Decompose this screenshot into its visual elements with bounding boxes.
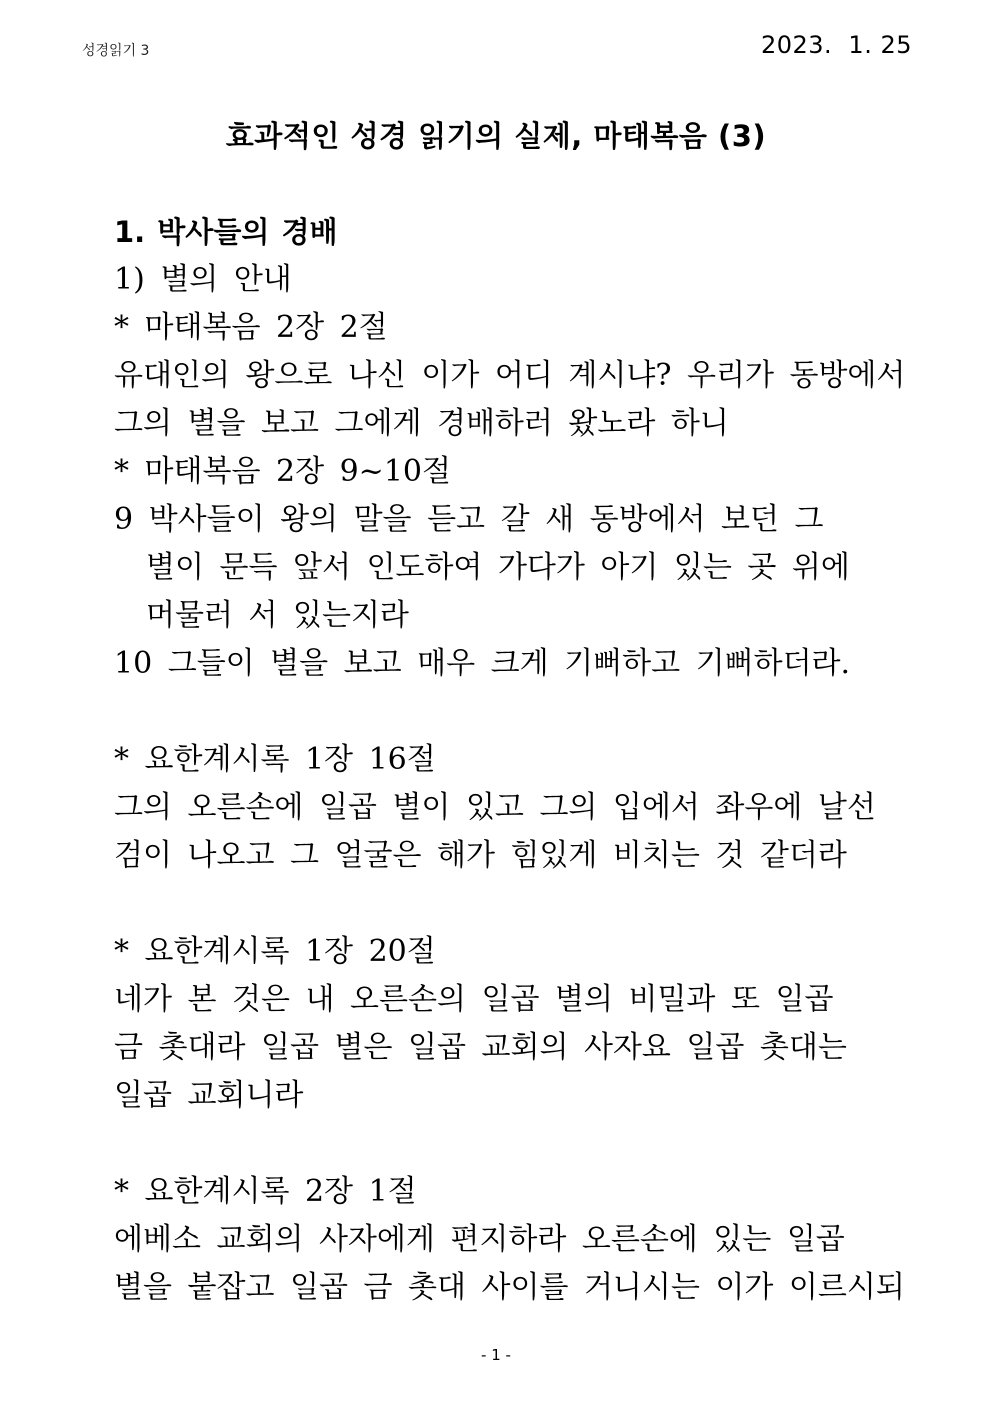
passage-reference: * 요한계시록 1장 20절 xyxy=(114,934,436,969)
section-heading: 1. 박사들의 경배 xyxy=(114,215,338,249)
verse-line: 그의 별을 보고 그에게 경배하러 왔노라 하니 xyxy=(114,406,729,441)
passage-reference: * 마태복음 2장 2절 xyxy=(114,310,388,345)
document-title: 효과적인 성경 읽기의 실제, 마태복음 (3) xyxy=(225,119,767,153)
verse-line: 일곱 교회니라 xyxy=(114,1078,304,1113)
page-number: - 1 - xyxy=(481,1346,511,1364)
verse-line: 유대인의 왕으로 나신 이가 어디 계시냐? 우리가 동방에서 xyxy=(114,358,906,393)
document-body xyxy=(114,208,914,1312)
verse-line: 10 그들이 별을 보고 매우 크게 기뻐하고 기뻐하더라. xyxy=(114,646,851,681)
verse-line: 9 박사들이 왕의 말을 듣고 갈 새 동방에서 보던 그 xyxy=(114,502,824,537)
section-subheading: 1) 별의 안내 xyxy=(114,262,292,297)
passage-reference: * 요한계시록 2장 1절 xyxy=(114,1174,417,1209)
verse-line: 네가 본 것은 내 오른손의 일곱 별의 비밀과 또 일곱 xyxy=(114,982,834,1017)
verse-line: 별이 문득 앞서 인도하여 가다가 아기 있는 곳 위에 xyxy=(146,550,850,585)
verse-line: 별을 붙잡고 일곱 금 촛대 사이를 거니시는 이가 이르시되 xyxy=(114,1270,905,1305)
verse-line: 그의 오른손에 일곱 별이 있고 그의 입에서 좌우에 날선 xyxy=(114,790,876,825)
verse-line: 금 촛대라 일곱 별은 일곱 교회의 사자요 일곱 촛대는 xyxy=(114,1030,847,1065)
header-date: 2023. 1. 25 xyxy=(760,31,912,59)
verse-line: 에베소 교회의 사자에게 편지하라 오른손에 있는 일곱 xyxy=(114,1222,845,1257)
passage-reference: * 요한계시록 1장 16절 xyxy=(114,742,436,777)
verse-line: 머물러 서 있는지라 xyxy=(146,598,409,633)
header-left-label: 성경읽기 3 xyxy=(82,43,150,59)
verse-line: 검이 나오고 그 얼굴은 해가 힘있게 비치는 것 같더라 xyxy=(114,838,847,873)
passage-reference: * 마태복음 2장 9~10절 xyxy=(114,454,451,489)
